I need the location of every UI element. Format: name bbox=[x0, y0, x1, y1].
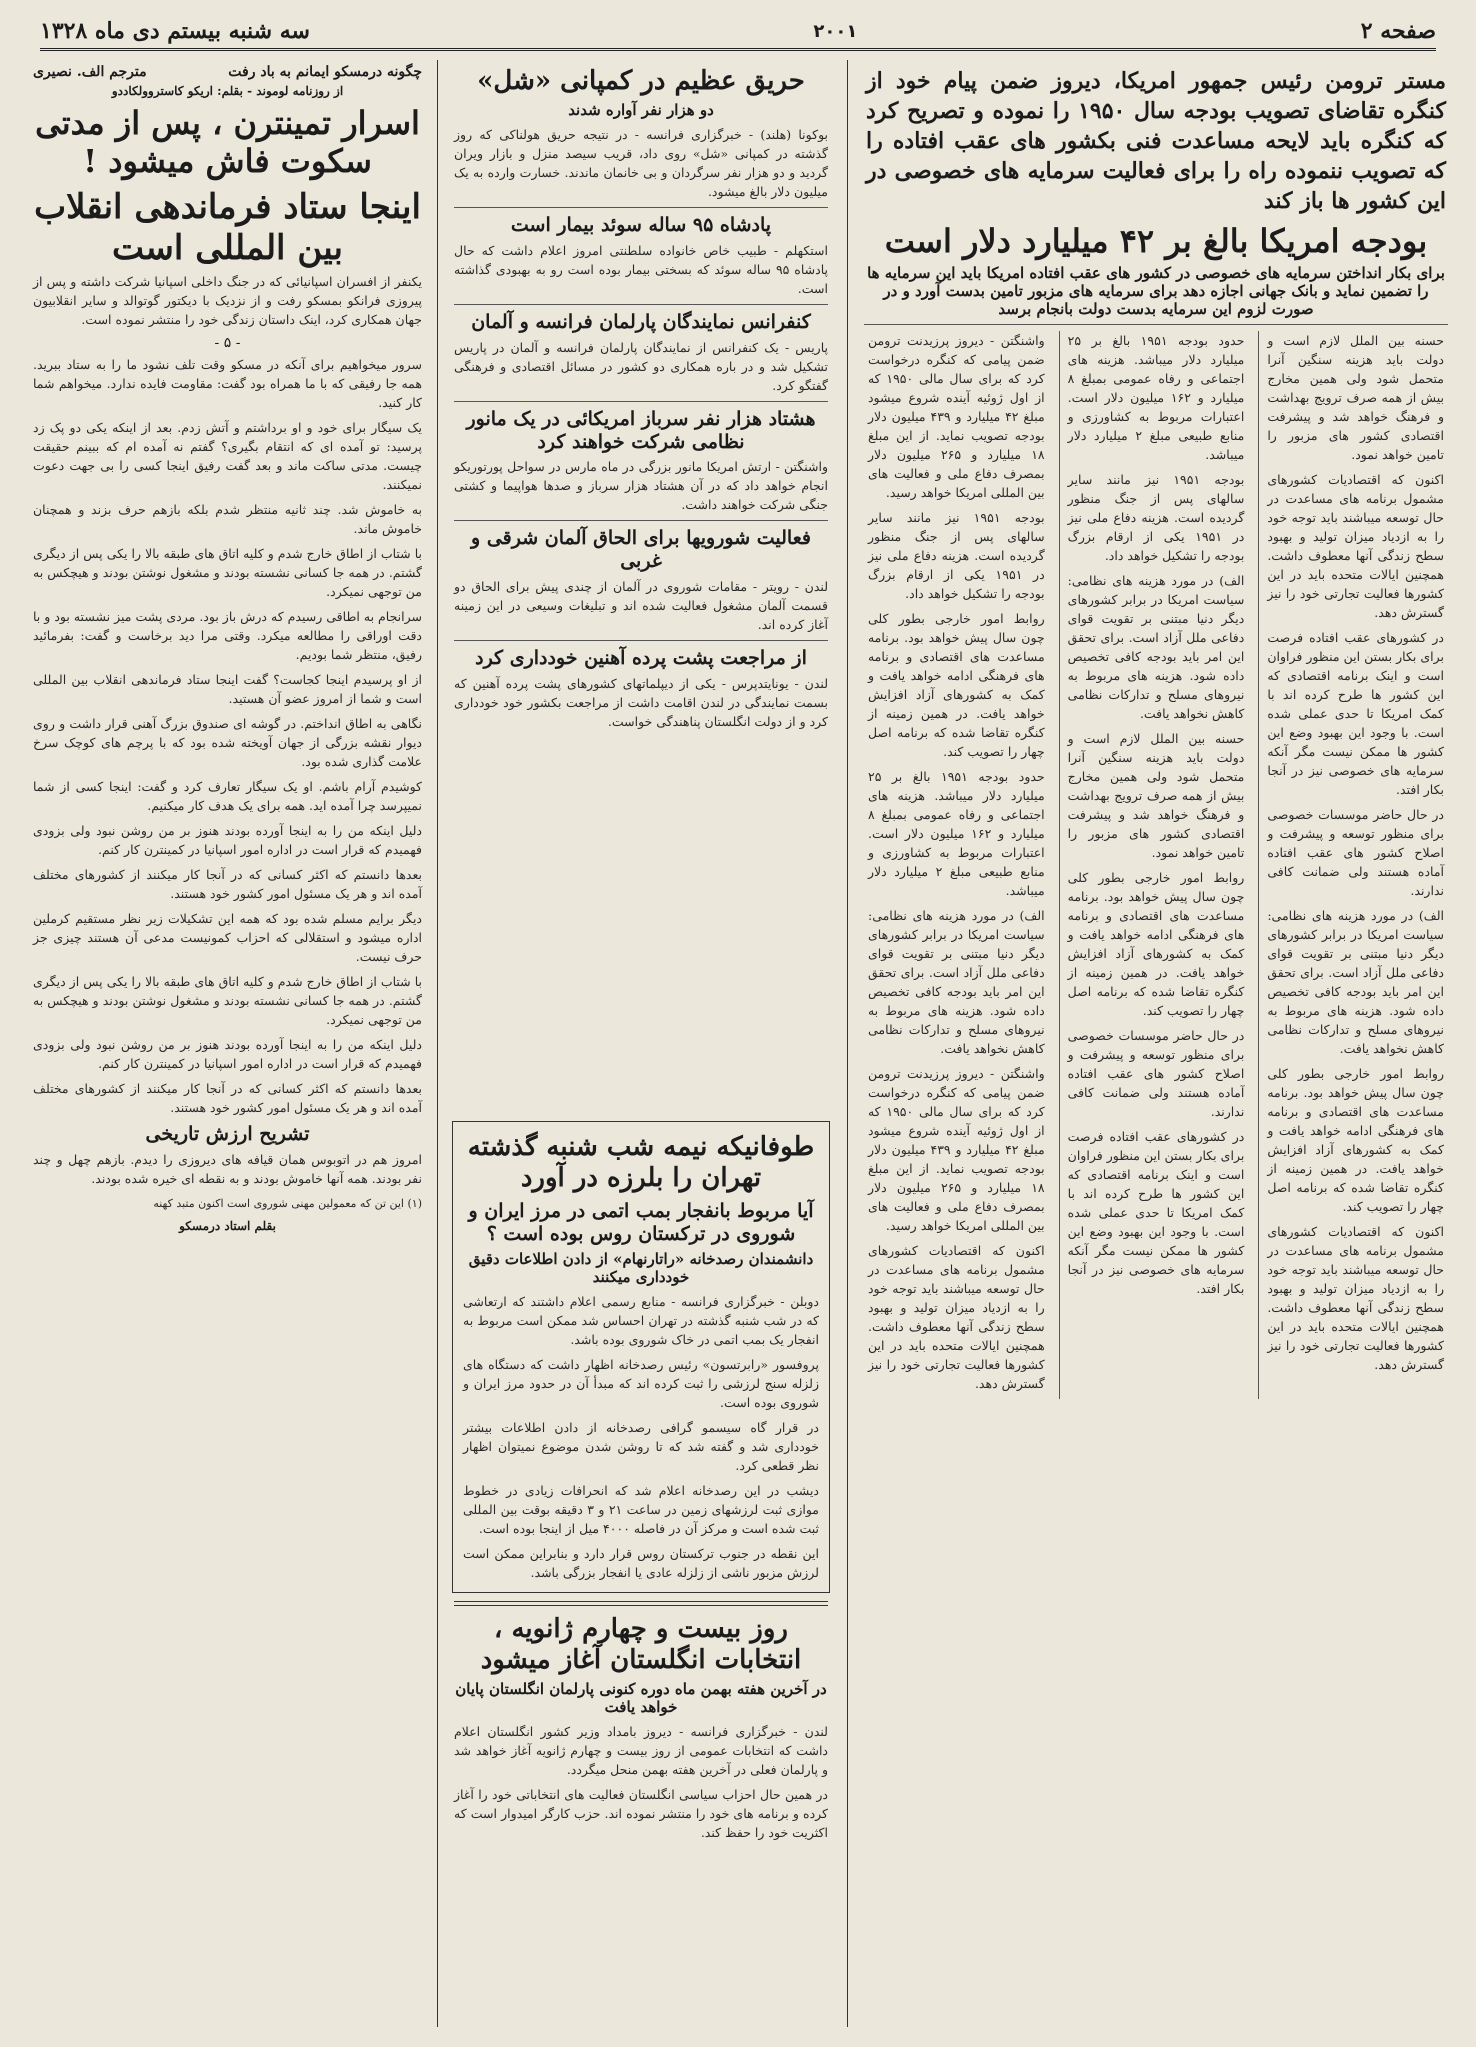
headline-parliament-conference: کنفرانس نمایندگان پارلمان فرانسه و آلمان bbox=[471, 310, 811, 333]
headline-germany-unification: فعالیت شورویها برای الحاق آلمان شرقی و غربی bbox=[471, 527, 811, 573]
headline-sweden-king: پادشاه ۹۵ ساله سوئد بیمار است bbox=[510, 214, 772, 237]
lead-paragraph: مستر ترومن رئیس جمهور امریکا، دیروز ضمن پیام خود از کنگره تقاضای تصویب بودجه سال ۱۹۵۰ را نموده و تصریح کرد که کنگره باید لایحه مساعدت فنی بکشور های عقب افتاده را که تصویب ننموده راه را برای فعالیت سرمایه های خصوصی در این کشور ها باز کند bbox=[866, 68, 1446, 214]
divider bbox=[454, 207, 828, 208]
headline-comintern-secrets: اسرار تمینترن ، پس از مدتی سکوت فاش میشود ! bbox=[35, 104, 420, 181]
article-paragraph: بوکونا (هلند) - خبرگزاری فرانسه - در نتیجه حریق هولناکی که روز گذشته در کمپانی «شل» روی داد، قریب سیصد منزل و بازار ویران گردید و دو هزار نفر سرگردان و بی خانمان ماندند. خسارت وارده به یک میلیون دلار بالغ میشود. bbox=[454, 127, 828, 200]
article-paragraph: با شتاب از اطاق خارج شدم و کلیه اتاق های طبقه بالا را یکی پس از دیگری گشتم. در همه جا کسانی نشسته بودند و مشغول نوشتن بودند و هیچکس به من توجهی نمیکرد. bbox=[33, 546, 422, 600]
article-paragraph: دوبلن - خبرگزاری فرانسه - منابع رسمی اعلام داشتند که ارتعاشی که در شب شنبه گذشته در تهران احساس شد ممکن است مربوط به انفجار یک بمب اتمی در خاک شوروی بوده باشد. bbox=[463, 1293, 819, 1347]
article-paragraph: لندن - یونایتدپرس - یکی از دیپلماتهای کشورهای پشت پرده آهنین که بسمت نمایندگی در لندن اقامت داشت از مراجعت بکشور خود خودداری کرد و از دولت انگلستان پناهندگی خواست. bbox=[454, 675, 828, 729]
subheadline-observatory: دانشمندان رصدخانه «راتارنهام» از دادن اطلاعات دقیق خودداری میکنند bbox=[468, 1249, 814, 1286]
subheadline-shell-fire: دو هزار نفر آواره شدند bbox=[568, 101, 714, 120]
article-paragraph: روابط امور خارجی بطور کلی چون سال پیش خواهد بود. برنامه مساعدت های اقتصادی و برنامه های فرهنگی ادامه خواهد یافت و کمک به کشورهای آزاد افزایش خواهد یافت. در همین زمینه از کنگره تقاضا شده که برنامه اصل چهار را تصویب کند. bbox=[1267, 1066, 1444, 1215]
article-paragraph: استکهلم - طبیب خاص خانواده سلطنتی امروز اعلام داشت که حال پادشاه ۹۵ ساله سوئد که بسختی بیمار بوده است رو به بهبودی گذاشته است. bbox=[454, 242, 828, 296]
article-paragraph: با شتاب از اطاق خارج شدم و کلیه اتاق های طبقه بالا را یکی پس از دیگری گشتم. در همه جا کسانی نشسته بودند و مشغول نوشتن بودند و هیچکس به من توجهی نمیکرد. bbox=[33, 974, 422, 1028]
article-paragraph: در کشورهای عقب افتاده فرصت برای بکار بستن این منظور فراوان است و اینک برنامه اقتصادی که این کشور ها طرح کرده اند با کمک امریکا تا حدی عملی شده است. با وجود این بهبود وضع این کشور ها ممکن نیست مگر آنکه سرمایه های خصوصی نیز در آنجا بکار افتد. bbox=[1267, 630, 1444, 798]
article-paragraph: الف) در مورد هزینه های نظامی: سیاست امریکا در برابر کشورهای دیگر دنیا مبتنی بر تقویت قوای دفاعی ملل آزاد است. برای تحقق این امر باید بودجه کافی تخصیص داده شود. هزینه های مربوط به نیروهای مسلح و تدارکات نظامی کاهش نخواهد یافت. bbox=[1067, 573, 1245, 722]
divider bbox=[454, 304, 828, 305]
article-paragraph: اکنون که اقتصادیات کشورهای مشمول برنامه های مساعدت در حال توسعه میباشند باید توجه خود را به ازدیاد میزان تولید و بهبود سطح زندگی آنها معطوف داشت. همچنین ایالات متحده باید در این کشورها فعالیت تجارتی خود را نیز گسترش دهد. bbox=[867, 1243, 1045, 1392]
article-paragraph: اکنون که اقتصادیات کشورهای مشمول برنامه های مساعدت در حال توسعه میباشند باید توجه خود را به ازدیاد میزان تولید و بهبود سطح زندگی آنها معطوف داشت. همچنین ایالات متحده باید در این کشورها فعالیت تجارتی خود را نیز گسترش دهد. bbox=[1267, 472, 1444, 621]
article-paragraph: حدود بودجه ۱۹۵۱ بالغ بر ۲۵ میلیارد دلار میباشد. هزینه های اجتماعی و رفاه عمومی بمبلغ ۸ میلیارد و ۱۶۲ میلیون دلار است. اعتبارات مربوط به کشاورزی و منابع طبیعی مبلغ ۲ میلیارد دلار میباشد. bbox=[1067, 333, 1245, 463]
series-title: چگونه درمسکو ایمانم به باد رفت bbox=[228, 64, 422, 80]
headline-budget: بودجه امریکا بالغ بر ۴۲ میلیارد دلار است bbox=[884, 222, 1428, 260]
column-middle bbox=[446, 60, 836, 1107]
headline-historic-value: تشریح ارزش تاریخی bbox=[145, 1123, 310, 1146]
article-paragraph: لندن - خبرگزاری فرانسه - دیروز بامداد وزیر کشور انگلستان اعلام داشت که انتخابات عمومی از روز بیست و چهارم ژانویه آغاز خواهد شد و پارلمان فعلی در آخرین هفته بهمن منحل میگردد. bbox=[454, 1724, 828, 1778]
page-label: صفحه ۲ bbox=[1360, 18, 1436, 44]
subheadline-budget: برای بکار انداختن سرمایه های خصوصی در کشور های عقب افتاده امریکا باید این سرمایه ها را تضمین نماید و بانک جهانی اجازه دهد برای سرمایه های مزبور تامین بدست آورد و در صورت لزوم این سرمایه بدست دولت بانجام برسد bbox=[867, 264, 1445, 319]
article-paragraph: حدود بودجه ۱۹۵۱ بالغ بر ۲۵ میلیارد دلار میباشد. هزینه های اجتماعی و رفاه عمومی بمبلغ ۸ میلیارد و ۱۶۲ میلیون دلار است. اعتبارات مربوط به کشاورزی و منابع طبیعی مبلغ ۲ میلیارد دلار میباشد. bbox=[867, 769, 1045, 899]
headline-us-maneuver: هشتاد هزار نفر سرباز امریکائی در یک مانور نظامی شرکت خواهند کرد bbox=[466, 407, 816, 453]
divider bbox=[454, 1601, 828, 1606]
tehran-tremor-box bbox=[452, 1121, 830, 1593]
headline-revolution-hq: اینجا ستاد فرماندهی انقلاب بین المللی است bbox=[34, 186, 421, 268]
bottom-articles bbox=[446, 1115, 836, 2027]
article-paragraph: واشنگتن - دیروز پرزیدنت ترومن ضمن پیامی که کنگره درخواست کرد که برای سال مالی ۱۹۵۰ که از اول ژوئیه آینده شروع میشود مبلغ ۴۲ میلیارد و ۴۳۹ میلیون دلار بودجه تصویب نماید. از این مبلغ ۱۸ میلیارد و ۲۶۵ میلیون دلار بمصرف دفاع ملی و فعالیت های بین المللی امریکا خواهد رسید. bbox=[867, 333, 1045, 501]
article-paragraph: از او پرسیدم اینجا کجاست؟ گفت اینجا ستاد فرماندهی انقلاب بین المللی است و شما از امروز عضو آن هستید. bbox=[33, 672, 422, 707]
article-paragraph: الف) در مورد هزینه های نظامی: سیاست امریکا در برابر کشورهای دیگر دنیا مبتنی بر تقویت قوای دفاعی ملل آزاد است. برای تحقق این امر باید بودجه کافی تخصیص داده شود. هزینه های مربوط به نیروهای مسلح و تدارکات نظامی کاهش نخواهد یافت. bbox=[1267, 908, 1444, 1057]
column-rule bbox=[437, 60, 438, 2027]
article-paragraph: دیگر برایم مسلم شده بود که همه این تشکیلات زیر نظر مستقیم کرملین اداره میشود و استقلالی که احزاب کمونیست مدعی آن هستند چیزی جز حرف نیست. bbox=[33, 911, 422, 965]
article-paragraph: نگاهی به اطاق انداختم. در گوشه ای صندوق بزرگ آهنی قرار داشت و روی دیوار نقشه بزرگی از جهان آویخته شده بود که با پرچم های کوچک سرخ علامت گذاری شده بود. bbox=[33, 716, 422, 770]
article-paragraph: سرور میخواهیم برای آنکه در مسکو وقت تلف نشود ما را به ستاد ببرید. همه جا رفیقی که با ما همراه بود گفت: مقاومت فایده ندارد. میخواهم شما کار کنید. bbox=[33, 357, 422, 411]
article-paragraph: واشنگتن - دیروز پرزیدنت ترومن ضمن پیامی که کنگره درخواست کرد که برای سال مالی ۱۹۵۰ که از اول ژوئیه آینده شروع میشود مبلغ ۴۲ میلیارد و ۴۳۹ میلیون دلار بودجه تصویب نماید. از این مبلغ ۱۸ میلیارد و ۲۶۵ میلیون دلار بمصرف دفاع ملی و فعالیت های بین المللی امریکا خواهد رسید. bbox=[867, 1066, 1045, 1234]
byline bbox=[33, 64, 422, 80]
article-paragraph: بعدها دانستم که اکثر کسانی که در آنجا کار میکنند از کشورهای مختلف آمده اند و هر یک مسئول امور کشور خود هستند. bbox=[33, 867, 422, 902]
divider bbox=[454, 401, 828, 402]
article-paragraph: الف) در مورد هزینه های نظامی: سیاست امریکا در برابر کشورهای دیگر دنیا مبتنی بر تقویت قوای دفاعی ملل آزاد است. برای تحقق این امر باید بودجه کافی تخصیص داده شود. هزینه های مربوط به نیروهای مسلح و تدارکات نظامی کاهش نخواهد یافت. bbox=[867, 908, 1045, 1057]
article-paragraph: یک سیگار برای خود و او برداشتم و آتش زدم. بعد از اینکه یکی دو پک زد پرسید: تو آمده ای که انتقام بگیری؟ گفتم نه آمده ام که ببینم حقیقت چیست. مدتی ساکت ماند و بعد گفت رفیق اینجا کسی را بی جهت دعوت نمیکنند. bbox=[33, 420, 422, 493]
article-paragraph: پاریس - یک کنفرانس از نمایندگان پارلمان فرانسه و آلمان در پاریس تشکیل شد و در باره همکاری دو کشور در مسائل اقتصادی و فرهنگی گفتگو کرد. bbox=[454, 339, 828, 393]
article-paragraph: دلیل اینکه من را به اینجا آورده بودند هنوز بر من روشن نبود ولی بزودی فهمیدم که قرار است در اداره امور اسپانیا در کمینترن کار کنم. bbox=[33, 823, 422, 858]
article-paragraph: به خاموش شد. چند ثانیه منتظر شدم بلکه بازهم حرف بزند و همچنان خاموش ماند. bbox=[33, 502, 422, 537]
headline-shell-fire: حریق عظیم در کمپانی «شل» bbox=[477, 66, 805, 96]
article-paragraph: واشنگتن - ارتش امریکا مانور بزرگی در ماه مارس در سواحل پورتوریکو انجام خواهد داد که در آن هشتاد هزار سرباز و صدها هواپیما و کشتی جنگی شرکت خواهند داشت. bbox=[454, 459, 828, 513]
article-paragraph: در حال حاضر موسسات خصوصی برای منظور توسعه و پیشرفت و اصلاح کشور های عقب افتاده آماده هستند ولی ضمانت کافی ندارند. bbox=[1267, 807, 1444, 899]
divider bbox=[864, 324, 1448, 325]
article-paragraph: دلیل اینکه من را به اینجا آورده بودند هنوز بر من روشن نبود ولی بزودی فهمیدم که قرار است در اداره امور اسپانیا در کمینترن کار کنم. bbox=[33, 1037, 422, 1072]
section-marker: - ۵ - bbox=[214, 335, 241, 352]
headline-iron-curtain: از مراجعت پشت پرده آهنین خودداری کرد bbox=[475, 646, 807, 669]
article-paragraph: حسنه بین الملل لازم است و دولت باید هزینه سنگین آنرا متحمل شود ولی همین مخارج بیش از همه صرف ترویج بهداشت و فرهنگ خواهد شد و پیشرفت اقتصادی کشور های مزبور را تامین خواهد نمود. bbox=[1267, 333, 1444, 463]
footnote: (۱) این تن که معمولین مهنی شوروی است اکنون متبد کهنه bbox=[153, 1197, 422, 1211]
budget-article-columns bbox=[860, 331, 1452, 1399]
article-paragraph: امروز هم در اتوبوس همان قیافه های دیروزی را دیدم. بازهم چهل و چند نفر بودند. همه آنها خاموش بودند و به نقطه ای خیره شده بودند. bbox=[33, 1152, 422, 1187]
column-rule bbox=[847, 60, 848, 2027]
article-paragraph: روابط امور خارجی بطور کلی چون سال پیش خواهد بود. برنامه مساعدت های اقتصادی و برنامه های فرهنگی ادامه خواهد یافت و کمک به کشورهای آزاد افزایش خواهد یافت. در همین زمینه از کنگره تقاضا شده که برنامه اصل چهار را تصویب کند. bbox=[1067, 870, 1245, 1019]
article-paragraph: در کشورهای عقب افتاده فرصت برای بکار بستن این منظور فراوان است و اینک برنامه اقتصادی که این کشور ها طرح کرده اند با کمک امریکا تا حدی عملی شده است. با وجود این بهبود وضع این کشور ها ممکن نیست مگر آنکه سرمایه های خصوصی نیز در آنجا بکار افتد. bbox=[1067, 1129, 1245, 1297]
article-paragraph: حسنه بین الملل لازم است و دولت باید هزینه سنگین آنرا متحمل شود ولی همین مخارج بیش از همه صرف ترویج بهداشت و فرهنگ خواهد شد و پیشرفت اقتصادی کشور های مزبور را تامین خواهد نمود. bbox=[1067, 731, 1245, 861]
article-paragraph: این نقطه در جنوب ترکستان روس قرار دارد و بنابراین ممکن است لرزش مزبور ناشی از زلزله عادی یا انفجار بزرگی باشد. bbox=[463, 1545, 819, 1580]
article-paragraph: بعدها دانستم که اکثر کسانی که در آنجا کار میکنند از کشورهای مختلف آمده اند و هر یک مسئول امور کشور خود هستند. bbox=[33, 1081, 422, 1116]
headline-atomic-question: آیا مربوط بانفجار بمب اتمی در مرز ایران و شوروی در ترکستان روس بوده است ؟ bbox=[468, 1200, 814, 1246]
article-intro: یکنفر از افسران اسپانیائی که در جنگ داخلی اسپانیا شرکت داشته و پس از پیروزی فرانکو بمسکو رفت و از نزدیک با دیکتور گوتوالد و سایر انقلابیون جهان همکاری کرد، اینک داستان زندگی خود را منتشر نموده است. bbox=[33, 274, 422, 328]
headline-uk-elections: روز بیست و چهارم ژانویه ، انتخابات انگلستان آغاز میشود bbox=[480, 1613, 802, 1676]
article-paragraph: لندن - رویتر - مقامات شوروی در آلمان از چندی پیش برای الحاق دو قسمت آلمان مشغول فعالیت شده اند و تبلیغات وسیعی در این زمینه آغاز کرده اند. bbox=[454, 578, 828, 632]
article-paragraph: روابط امور خارجی بطور کلی چون سال پیش خواهد بود. برنامه مساعدت های اقتصادی و برنامه های فرهنگی ادامه خواهد یافت و کمک به کشورهای آزاد افزایش خواهد یافت. در همین زمینه از کنگره تقاضا شده که برنامه اصل چهار را تصویب کند. bbox=[867, 611, 1045, 760]
divider bbox=[454, 520, 828, 521]
article-paragraph: در همین حال احزاب سیاسی انگلستان فعالیت های انتخاباتی خود را آغاز کرده و برنامه های خود را منتشر نموده اند. حزب کارگر امیدوار است که اکثریت خود را حفظ کند. bbox=[454, 1787, 828, 1841]
article-paragraph: بودجه ۱۹۵۱ نیز مانند سایر سالهای پس از جنگ منظور گردیده است. هزینه دفاع ملی نیز در ۱۹۵۱ یکی از ارقام بزرگ بودجه را تشکیل خواهد داد. bbox=[867, 510, 1045, 602]
article-paragraph: سرانجام به اطاقی رسیدم که درش باز بود. مردی پشت میز نشسته بود و با دقت اوراقی را مطالعه میکرد. وقتی مرا دید برخاست و گفت: بفرمائید رفیق، منتظر شما بودیم. bbox=[33, 609, 422, 663]
author-line: از روزنامه لوموند - بقلم: اریکو کاستروولکاددو bbox=[111, 84, 344, 98]
column-right bbox=[856, 60, 1456, 2027]
article-paragraph: در حال حاضر موسسات خصوصی برای منظور توسعه و پیشرفت و اصلاح کشور های عقب افتاده آماده هستند ولی ضمانت کافی ندارند. bbox=[1067, 1028, 1245, 1120]
divider bbox=[454, 640, 828, 641]
article-paragraph: بودجه ۱۹۵۱ نیز مانند سایر سالهای پس از جنگ منظور گردیده است. هزینه دفاع ملی نیز در ۱۹۵۱ یکی از ارقام بزرگ بودجه را تشکیل خواهد داد. bbox=[1067, 472, 1245, 564]
issue-date: سه شنبه بیستم دی ماه ۱۳۲۸ bbox=[40, 18, 310, 44]
subheadline-uk-elections: در آخرین هفته بهمن ماه دوره کنونی پارلمان انگلستان پایان خواهد یافت bbox=[455, 1680, 827, 1717]
column-left bbox=[25, 60, 430, 2027]
article-paragraph: اکنون که اقتصادیات کشورهای مشمول برنامه های مساعدت در حال توسعه میباشند باید توجه خود را به ازدیاد میزان تولید و بهبود سطح زندگی آنها معطوف داشت. همچنین ایالات متحده باید در این کشورها فعالیت تجارتی خود را نیز گسترش دهد. bbox=[1267, 1224, 1444, 1373]
headline-tehran-tremor: طوفانیکه نیمه شب شنبه گذشته تهران را بلرزه در آورد bbox=[467, 1132, 815, 1194]
footer-credit: بقلم استاد درمسکو bbox=[179, 1219, 276, 1234]
article-paragraph: پروفسور «رابرتسون» رئیس رصدخانه اظهار داشت که دستگاه های زلزله سنج لرزشی را ثبت کرده اند که مبدأ آن در حدود مرز ایران و شوروی بوده است. bbox=[463, 1356, 819, 1410]
article-paragraph: در قرار گاه سیسمو گرافی رصدخانه از دادن اطلاعات بیشتر خودداری شد و گفته شد که تا روشن شدن موضوع نمیتوان اظهار نظر قطعی کرد. bbox=[463, 1419, 819, 1473]
issue-number: ۲۰۰۱ bbox=[813, 20, 858, 42]
article-paragraph: کوشیدم آرام باشم. او یک سیگار تعارف کرد و گفت: اینجا کسی از شما نمیپرسد چرا آمده اید. همه برای یک هدف کار میکنیم. bbox=[33, 779, 422, 814]
translator: مترجم الف. نصیری bbox=[33, 64, 147, 80]
masthead bbox=[40, 14, 1436, 51]
article-paragraph: دیشب در این رصدخانه اعلام شد که انحرافات زیادی در خطوط موازی ثبت لرزشهای زمین در ساعت ۲۱ و ۳ دقیقه بوقت بین المللی ثبت شده است و مرکز آن در فاصله ۴۰۰۰ میل از اینجا بوده است. bbox=[463, 1482, 819, 1536]
